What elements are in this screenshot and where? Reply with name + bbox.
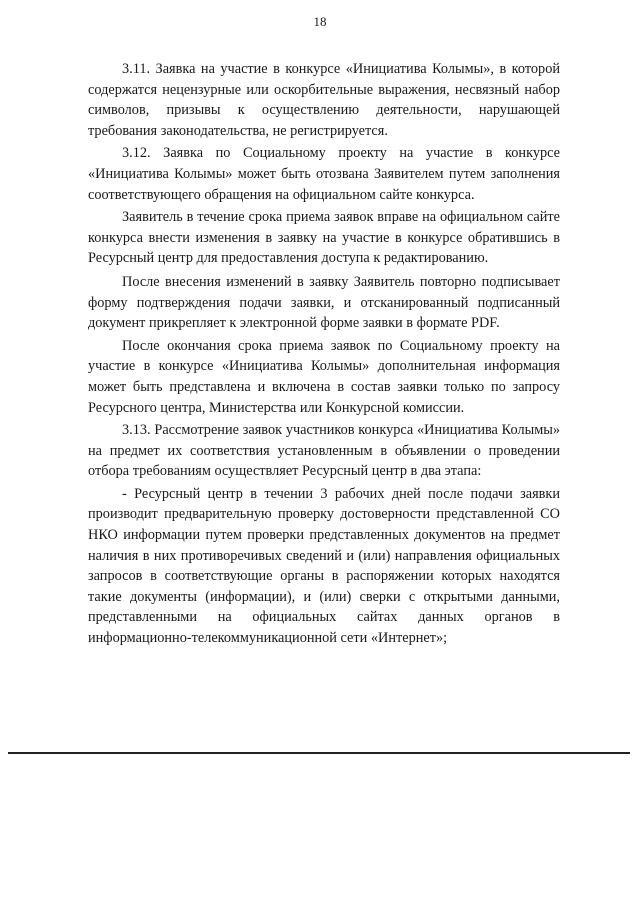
footer-divider	[8, 752, 630, 754]
paragraph-after-deadline: После окончания срока приема заявок по Социальному проекту на участие в конкурсе «Инициатива Колымы» дополнительная информация может быть представлена и включена в состав заявки только по запросу Ресурсного центра, Министерства или Конкурсной комиссии.	[88, 337, 560, 416]
paragraph-3-12: 3.12. Заявка по Социальному проекту на участие в конкурсе «Инициатива Колымы» может быть отозвана Заявителем путем заполнения соответствующего обращения на официальном сайте конкурса.	[88, 145, 560, 203]
document-body	[88, 59, 560, 649]
paragraph-preliminary-check: - Ресурсный центр в течении 3 рабочих дней после подачи заявки производит предварительную проверку достоверности представленной СО НКО информации путем проверки представленных документов на предмет наличия в них противоречивых сведений и (или) направления официальных запросов в соответствующие органы в распоряжении которых находятся такие документы (информации), и (или) сверки с открытыми данными, представленными на официальных сайтах данных органов в информационно-телекоммуникационной сети «Интернет»;	[88, 485, 560, 647]
paragraph-after-changes: После внесения изменений в заявку Заявитель повторно подписывает форму подтверждения подачи заявки, и отсканированный подписанный документ прикрепляет к электронной форме заявки в формате PDF.	[88, 273, 560, 332]
paragraph-3-13: 3.13. Рассмотрение заявок участников конкурса «Инициатива Колымы» на предмет их соответствия установленным в объявлении о проведении отбора требованиям осуществляет Ресурсный центр в два этапа:	[88, 422, 560, 480]
paragraph-3-11: 3.11. Заявка на участие в конкурсе «Инициатива Колымы», в которой содержатся нецензурные или оскорбительные выражения, несвязный набор символов, призывы к осуществлению деятельности, нарушающей требования законодательства, не регистрируется.	[88, 61, 560, 139]
paragraph-applicant-changes: Заявитель в течение срока приема заявок вправе на официальном сайте конкурса внести изменения в заявку на участие в конкурсе обратившись в Ресурсный центр для предоставления доступа к редактированию.	[88, 209, 560, 267]
page-number: 18	[313, 14, 327, 29]
